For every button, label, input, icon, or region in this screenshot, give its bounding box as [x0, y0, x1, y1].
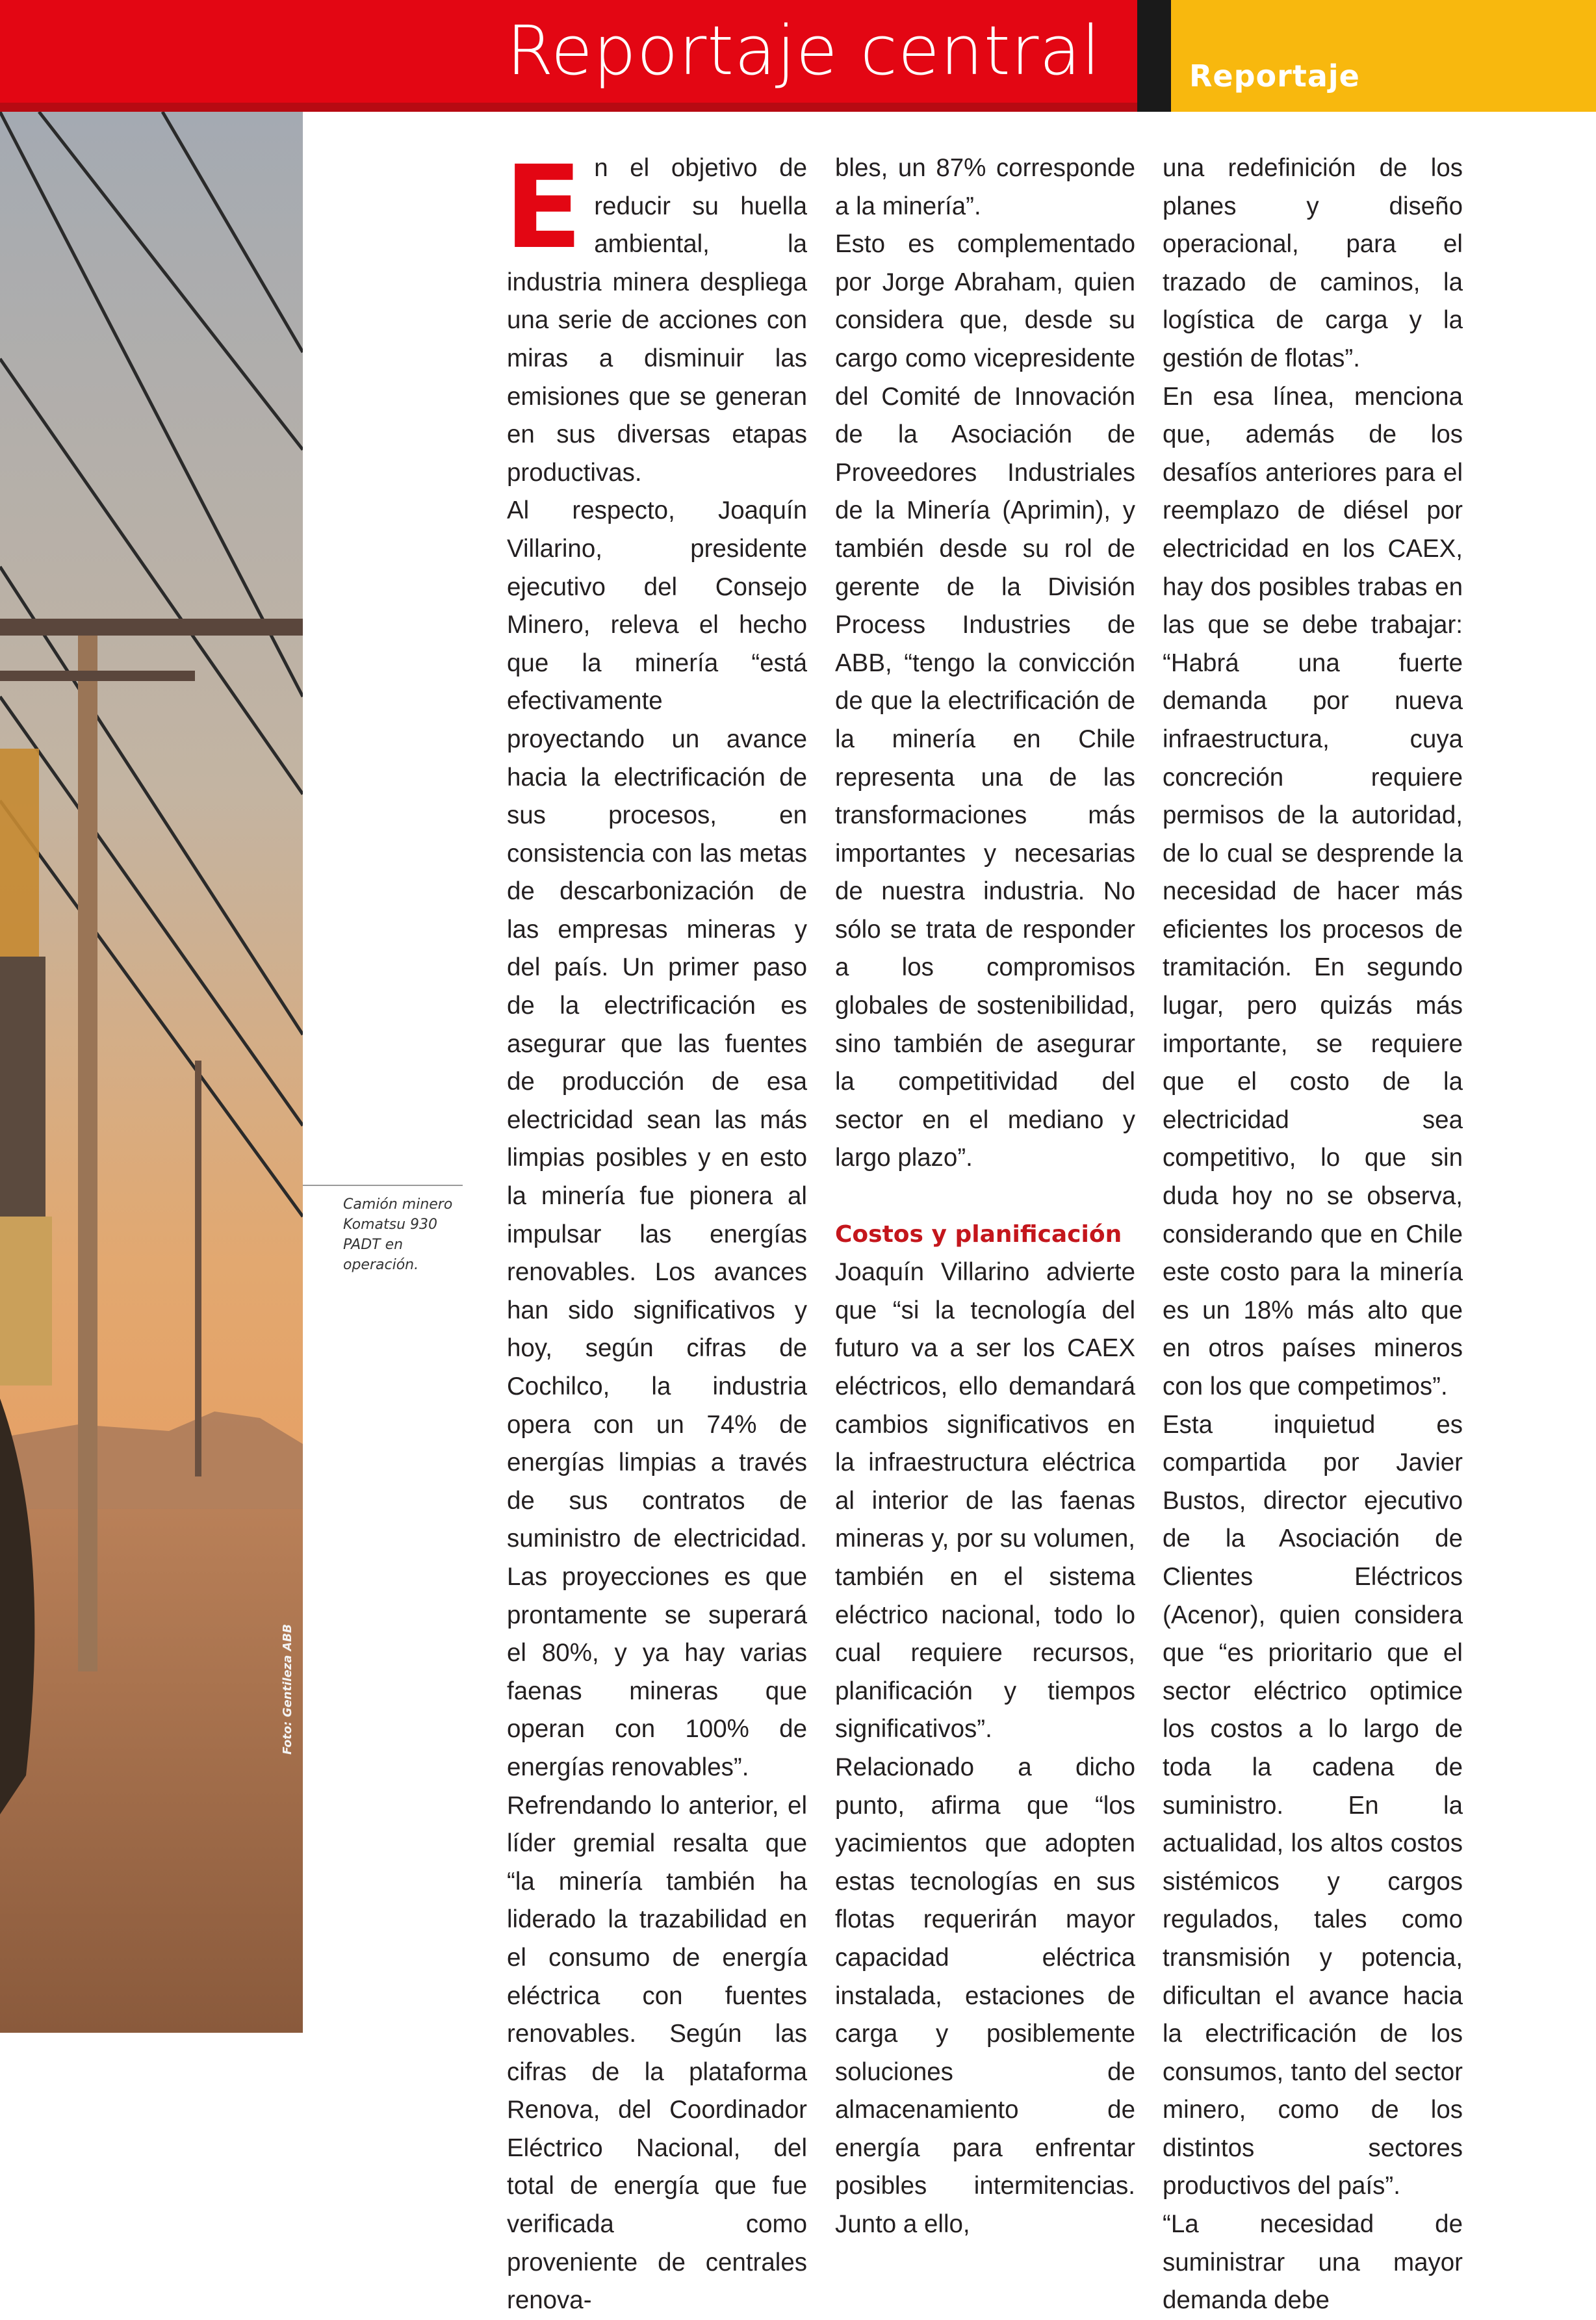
- mining-truck-photo: [0, 112, 303, 2033]
- photo-caption: Camión minero Komatsu 930 PADT en operación.: [343, 1196, 453, 1273]
- paragraph: Esto es complementado por Jorge Abraham, quien considera que, desde su cargo como vicepresidente del Comité de Innovación de la Asociación de Proveedores Industriales de la Minería (Aprimin), y también desde su rol de gerente de la División Process Industries de ABB, “tengo la convicción de que la electrificación de la minería en Chile representa una de las transformaciones más importantes y necesarias de nuestra industria. No sólo se trata de responder a los compromisos globales de sostenibilidad, sino también de asegurar la competitividad del sector en el mediano y largo plazo”.: [835, 230, 1135, 1172]
- section-tag: Reportaje: [1189, 58, 1360, 94]
- paragraph: Al respecto, Joaquín Villarino, presidente ejecutivo del Consejo Minero, releva el hecho que la minería “está efectivamente proyectando un avance hacia la electrificación de sus procesos, en consistencia con las metas de descarbonización de las empresas mineras y del país. Un primer paso de la electrificación es asegurar que las fuentes de producción de esa electricidad sean las más limpias posibles y en esto la minería fue pionera al impulsar las energías renovables. Los avances han sido significativos y hoy, según cifras de Cochilco, la industria opera con un 74% de energías limpias a través de sus contratos de suministro de electricidad. Las proyecciones es que prontamente se superará el 80%, y ya hay varias faenas mineras que operan con 100% de energías renovables”.: [507, 496, 807, 1781]
- article-column-3: [1163, 149, 1463, 2320]
- paragraph: una redefinición de los planes y diseño operacional, para el trazado de caminos, la logística de carga y la gestión de flotas”.: [1163, 154, 1463, 372]
- paragraph: bles, un 87% corresponde a la minería”.: [835, 154, 1135, 220]
- paragraph: Refrendando lo anterior, el líder gremial resalta que “la minería también ha liderado la trazabilidad en el consumo de energía eléctrica con fuentes renovables. Según las cifras de la plataforma Renova, del Coordinador Eléctrico Nacional, del total de energía que fue verificada como proveniente de centrales renova-: [507, 1791, 807, 2315]
- paragraph: En esa línea, menciona que, además de los desafíos anteriores para el reemplazo de diésel por electricidad en los CAEX, hay dos posibles trabas en las que se debe trabajar: “Habrá una fuerte demanda por nueva infraestructura, cuya concreción requiere permisos de la autoridad, de lo cual se desprende la necesidad de hacer más eficientes los procesos de tramitación. En segundo lugar, pero quizás más importante, se requiere que el costo de la electricidad sea competitivo, lo que sin duda hoy no se observa, considerando que en Chile este costo para la minería es un 18% más alto que en otros países mineros con los que competimos”.: [1163, 382, 1463, 1400]
- section-subheading: Costos y planificación: [835, 1220, 1122, 1248]
- header-black-block: [1137, 0, 1171, 112]
- page-title: Reportaje central: [506, 11, 1101, 90]
- caption-divider: [303, 1185, 463, 1186]
- article-column-1: [504, 141, 807, 2320]
- paragraph: “La necesidad de suministrar una mayor demanda debe: [1163, 2210, 1463, 2315]
- paragraph: Esta inquietud es compartida por Javier Bustos, director ejecutivo de la Asociación de Clientes Eléctricos (Acenor), quien considera que “es prioritario que el sector eléctrico optimice los costos a lo largo de toda la cadena de suministro. En la actualidad, los altos costos sistémicos y cargos regulados, tales como transmisión y potencia, dificultan el avance hacia la electrificación de los consumos, tanto del sector minero, como de los distintos sectores productivos del país”.: [1163, 1410, 1463, 2200]
- paragraph: Joaquín Villarino advierte que “si la tecnología del futuro va a ser los CAEX eléctricos, ello demandará cambios significativos en la infraestructura eléctrica al interior de las faenas mineras y, por su volumen, también en el sistema eléctrico nacional, todo lo cual requiere recursos, planificación y tiempos significativos”.: [835, 1258, 1135, 1744]
- header-yellow-bar: [1171, 0, 1596, 112]
- header-red-band: [0, 103, 1137, 112]
- article-column-2: [835, 149, 1135, 2244]
- paragraph: n el objetivo de reducir su huella ambiental, la industria minera despliega una serie de acciones con miras a disminuir las emisiones que se generan en sus diversas etapas productivas.: [507, 154, 807, 487]
- paragraph: Relacionado a dicho punto, afirma que “los yacimientos que adopten estas tecnologías en sus flotas requerirán mayor capacidad eléctrica instalada, estaciones de carga y posiblemente soluciones de almacenamiento de energía para enfrentar posibles intermitencias. Junto a ello,: [835, 1753, 1135, 2239]
- drop-cap: E: [504, 141, 583, 274]
- photo-credit: Foto: Gentileza ABB: [281, 1624, 294, 1755]
- header-red-bar: [0, 0, 1137, 112]
